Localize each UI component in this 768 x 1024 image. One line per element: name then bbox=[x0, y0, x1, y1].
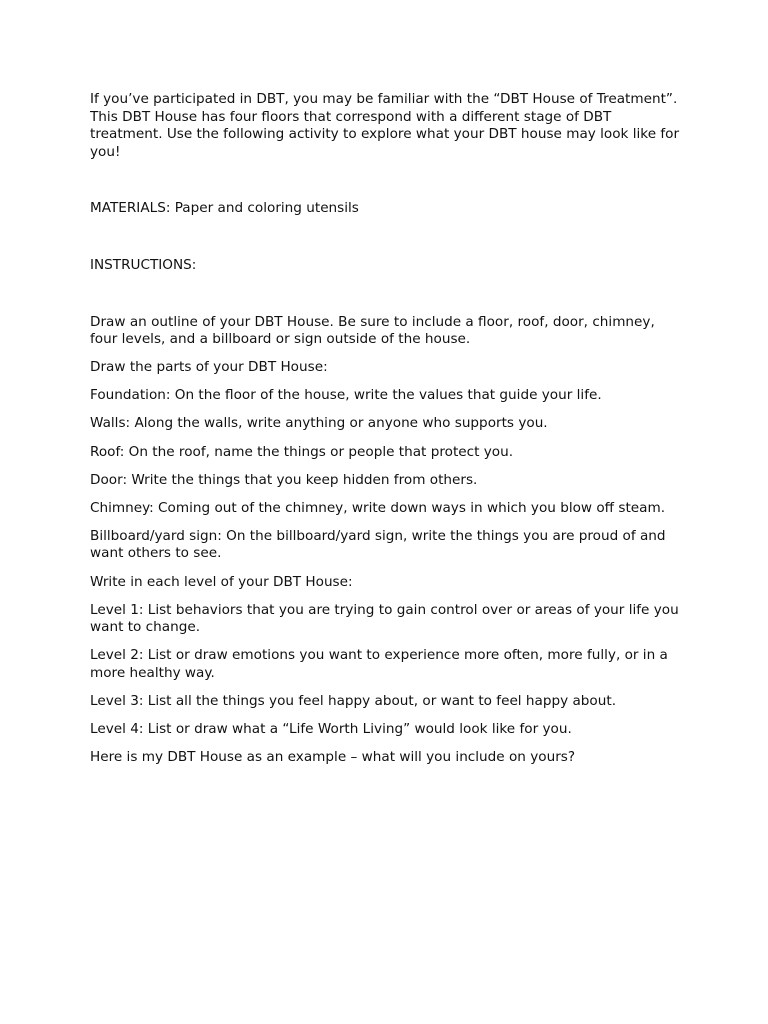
instruction-step: Billboard/yard sign: On the billboard/yard sign, write the things you are proud of and want others to see. bbox=[90, 527, 666, 562]
materials-line: MATERIALS: Paper and coloring utensils bbox=[90, 200, 359, 217]
instruction-step: Level 3: List all the things you feel happy about, or want to feel happy about. bbox=[90, 692, 617, 709]
instruction-step: Write in each level of your DBT House: bbox=[90, 573, 353, 590]
intro-paragraph: If you’ve participated in DBT, you may be familiar with the “DBT House of Treatment”. This DBT House has four floors that correspond with a different stage of DBT treatment. Use the following activity to explore what your DBT house may look like for you! bbox=[90, 91, 680, 160]
instruction-step: Here is my DBT House as an example – what will you include on yours? bbox=[90, 749, 576, 766]
instruction-step: Walls: Along the walls, write anything or anyone who supports you. bbox=[90, 415, 548, 432]
instruction-step: Level 4: List or draw what a “Life Worth Living” would look like for you. bbox=[90, 721, 572, 738]
instructions-heading: INSTRUCTIONS: bbox=[90, 256, 197, 273]
instruction-step: Level 2: List or draw emotions you want to experience more often, more fully, or in a more healthy way. bbox=[90, 647, 668, 681]
document-body bbox=[90, 91, 682, 777]
instruction-step: Draw the parts of your DBT House: bbox=[90, 359, 328, 376]
instruction-step: Door: Write the things that you keep hidden from others. bbox=[90, 471, 478, 488]
instruction-step: Roof: On the roof, name the things or people that protect you. bbox=[90, 443, 514, 460]
instruction-step: Foundation: On the floor of the house, write the values that guide your life. bbox=[90, 387, 602, 404]
instruction-step: Draw an outline of your DBT House. Be sure to include a floor, roof, door, chimney, four levels, and a billboard or sign outside of the house. bbox=[90, 313, 655, 348]
instruction-step: Level 1: List behaviors that you are trying to gain control over or areas of your life you want to change. bbox=[90, 601, 679, 636]
instruction-step: Chimney: Coming out of the chimney, write down ways in which you blow off steam. bbox=[90, 499, 666, 516]
